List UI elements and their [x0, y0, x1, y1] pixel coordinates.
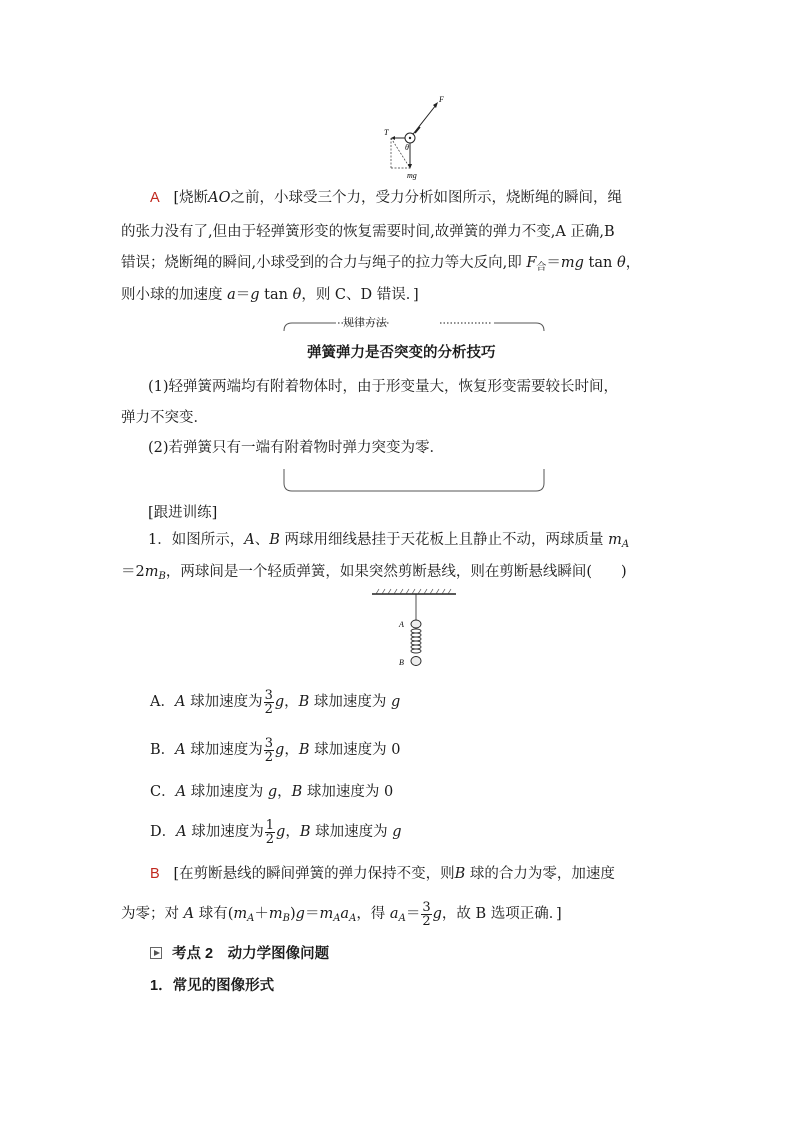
answer1-line4: 则小球的加速度 a＝g tan θ，则 C、D 错误．] [121, 287, 419, 303]
method-p1-line1: (1)轻弹簧两端均有附着物体时，由于形变量大，恢复形变需要较长时间， [148, 379, 619, 395]
option-D[interactable]: D．A 球加速度为 $\frac{1}{2}$ g，B 球加速度为 g [150, 817, 402, 847]
label-mg: mg [407, 171, 417, 180]
answer-letter-2: B [150, 866, 160, 882]
label-theta: θ [405, 143, 409, 152]
question-line1: 1．如图所示，A、B 两球用细线悬挂于天花板上且静止不动，两球质量 $m_A$ [148, 532, 630, 550]
answer1-line2: 的张力没有了,但由于轻弹簧形变的恢复需要时间,故弹簧的弹力不变,A 正确,B [121, 224, 615, 240]
subsection-heading: 1．常见的图像形式 [150, 978, 275, 994]
label-F: F [439, 95, 444, 104]
option-B[interactable]: B．A 球加速度为 $\frac{3}{2}$ g，B 球加速度为 0 [150, 735, 401, 765]
method-tag: 规律方法 [343, 317, 387, 329]
question-line2: $=2m_B$，两球间是一个轻质弹簧，如果突然剪断悬线，则在剪断悬线瞬间( ) [121, 564, 627, 582]
label-ball-A: A [399, 620, 404, 629]
label-ball-B: B [399, 658, 404, 667]
option-A[interactable]: A．A 球加速度为 $\frac{3}{2}$ g，B 球加速度为 g [150, 687, 401, 717]
play-icon [150, 947, 162, 959]
option-C[interactable]: C．A 球加速度为 g，B 球加速度为 0 [150, 784, 394, 800]
answer2-line2: 为零；对 A 球有$(m_A+m_B)g=m_Aa_A$，得 $a_A=$ $\frac{3}{2}$ g，故 B 选项正确．] [121, 899, 562, 929]
training-label: [跟进训练] [148, 505, 218, 521]
answer-letter: A [150, 190, 160, 206]
method-title: 弹簧弹力是否突变的分析技巧 [307, 345, 496, 361]
section-heading: 考点 2 动力学图像问题 [172, 946, 330, 962]
answer2-line1: B [在剪断悬线的瞬间弹簧的弹力保持不变，则B 球的合力为零，加速度 [150, 866, 615, 882]
answer1-line1: A [烧断AO之前，小球受三个力，受力分析如图所示，烧断绳的瞬间，绳 [150, 190, 623, 206]
method-box-frame [280, 313, 548, 495]
method-p2: (2)若弹簧只有一端有附着物时弹力突变为零． [148, 440, 445, 456]
spring-diagram [368, 588, 460, 672]
method-p1-line2: 弹力不突变． [121, 410, 208, 426]
label-T: T [384, 128, 389, 137]
answer1-line3: 错误；烧断绳的瞬间,小球受到的合力与绳子的拉力等大反向,即 $F_合=mg$ tan θ， [121, 255, 641, 273]
force-diagram [378, 93, 458, 181]
